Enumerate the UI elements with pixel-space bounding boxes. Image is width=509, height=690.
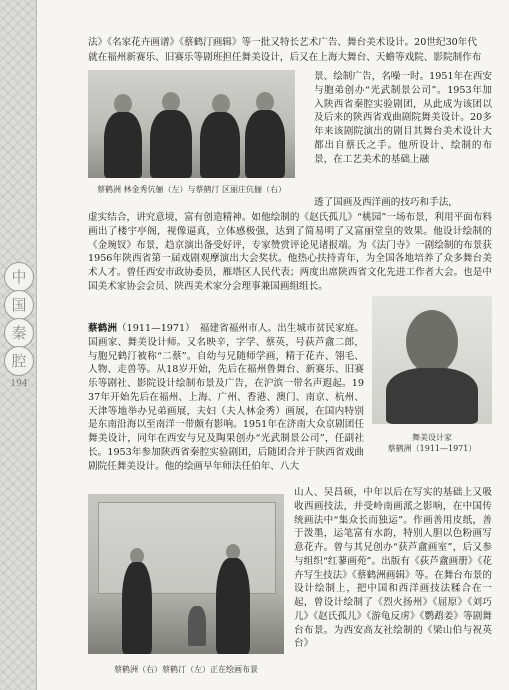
portrait-caption-title: 舞美设计家 [412, 433, 452, 442]
paragraph-right-column: 景、绘制广告，名噪一时。1951年在西安与胞弟创办“光武制景公司”。1953年加入陕西省秦腔实验剧团，从此成为该团以及后来的陕西省戏曲剧院舞美设计。20多年来该剧院演出的剧目其舞台美术设计大都出自蔡氏之手。他所设计、绘制的布景，在工艺美术的基础上融 [314, 71, 492, 165]
person-head [114, 94, 132, 114]
person-head [212, 94, 230, 114]
person-figure [216, 558, 250, 654]
paragraph-main: 虚实结合，讲究意境，富有创造精神。如他绘制的《赵氏孤儿》“桃园”一场布景，利用平面布料画出了楼宇亭阁，视像逼真，立体感极强，达到了简易明了又富丽堂皇的效果。他设计绘制的《金琬钗》布景，趋京演出备受好评，专家赞赏评论见诸报端。为《法门寺》一剧绘制的布景获1956年陕西省第一届戏剧观摩演出大会奖状。他热心扶持青年，为全国各地培养了众多舞台美术人才。曾任西安市政协委员，雁塔区人民代表；两度出席陕西省文化先进工作者大会。也是中国美术家协会会员、陕西美术家分会理事兼国画组组长。 [88, 212, 492, 292]
paragraph-bottom-right: 山人、吴昌硕，中年以后在写实的基础上又吸收西画技法，并受岭南画派之影响，在中国传统画法中“集众长而独运”。作画善用皮纸，善于泼墨，运笔富有水韵，特别人胆以色粉画写意花卉。曾与其兄创办“获芦盦画室”，后又参与组织“红蓼画苑”。出版有《荻芦盦画册》《花卉写生技法》《蔡鹤洲画辑》等。在舞台布景的设计绘制上，把中国和西洋画技法糅合在一起，曾设计绘制了《烈火扬州》《屈原》《刘巧儿》《赵氏孤儿》《游龟反虏》《鹦鹉姜》等剧舞台布景。为西安高友社绘制的《梁山伯与祝英台》 [294, 487, 492, 650]
photo-caption-painting: 蔡鹤洲（右）蔡鹤汀（左）正在绘画布景 [114, 665, 258, 674]
person-figure [104, 112, 142, 178]
person-head [256, 92, 274, 112]
person-figure [200, 112, 240, 178]
person-head [162, 92, 180, 112]
portrait-photo [372, 296, 492, 424]
photo-caption-couples: 蔡鹤洲 林金秀伉俪（左）与蔡鹤汀 区丽庄伉俪（右） [96, 185, 287, 194]
photo-couples [88, 70, 295, 178]
person-figure [150, 110, 192, 178]
portrait-caption-name: 蔡鹤洲（1911—1971） [387, 444, 477, 453]
portrait-head [406, 310, 458, 374]
biography-paragraph [88, 322, 364, 473]
person-figure [245, 110, 285, 178]
biography-name: 蔡鹤洲 [88, 323, 118, 334]
side-title-char-2: 国 [4, 290, 34, 320]
paragraph-top-line-2: 就在福州新赛乐、旧赛乐等剧班担任舞美设计，后又在上海大舞台、天蟾等戏院、影院制作布 [88, 52, 482, 63]
side-title-char-1: 中 [4, 262, 34, 292]
photo-painting-scenery [88, 494, 284, 654]
biography-dates: （1911—1971） [117, 323, 191, 334]
side-title-char-4: 腔 [4, 346, 34, 376]
person-figure [122, 562, 152, 654]
page-number: 194 [10, 379, 28, 389]
portrait-body [386, 368, 478, 424]
paragraph-right-column-end: 透了国画及西洋画的技巧和手法， [314, 197, 458, 208]
margin-divider [36, 0, 37, 690]
biography-text: 福建省福州市人。出生城市贫民家庭。国画家、舞美设计师。又名映辛，字学、蔡英，号荻芦盦二郎，与胞兄鹤汀被称“二蔡”。自幼与兄随师学画，精于花卉、翎毛、人物、走兽等。从18岁开始，先后在福州鲁舞台、新赛乐、旧赛乐等剧社、影院设计绘制布景及广告，在沪滨一带名声遐起。1937年开始先后在福州、上海、广州、香港、澳门、南京、杭州、天津等地举办兄弟画展，夫妇（夫人林金秀）画展，在国内特别是东南沿海以至南洋一带颇有影响。1951年在济南大众京剧团任舞美设计，同年在西安与兄及陶果创办“光武制景公司”，任副社长。1953年参加陕西省秦腔实验剧团，后随团合并于陕西省戏曲剧院任舞美设计。他的绘画早年师法任伯年、八大 [88, 323, 365, 472]
side-title-char-3: 秦 [4, 318, 34, 348]
paragraph-top-line-1: 法》《名家花卉画谱》《蔡鹤汀画辑》等一批又特长艺术广告、舞台美术设计。20世纪30年代 [88, 37, 477, 48]
child-figure [188, 606, 206, 646]
